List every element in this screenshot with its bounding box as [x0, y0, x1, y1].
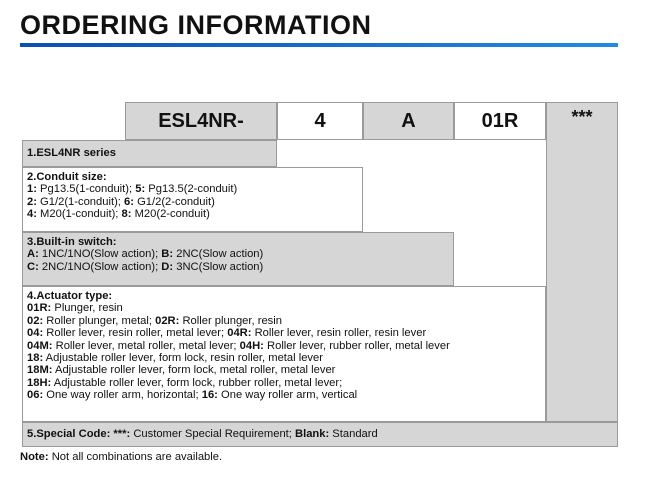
section-switch: [22, 232, 454, 286]
spec-description: Adjustable roller lever, form lock, metal roller, metal lever: [52, 364, 336, 377]
spec-code: 04:: [27, 327, 44, 340]
section-actuator-rows: [27, 302, 541, 401]
spec-line: [27, 302, 541, 314]
title-underline: [20, 43, 618, 47]
spec-code: 16:: [201, 389, 218, 402]
section-conduit-rows: [27, 183, 358, 220]
footnote: [20, 451, 222, 463]
code-cell-actuator: 01R: [454, 102, 546, 140]
spec-code: C:: [27, 260, 39, 273]
spec-line: [27, 428, 378, 440]
page-title: ORDERING INFORMATION: [20, 10, 372, 40]
spec-code: 8:: [121, 208, 132, 221]
spec-description: Pg13.5(1-conduit);: [36, 183, 136, 196]
spec-description: Roller plunger, resin: [179, 314, 282, 327]
spec-description: One way roller arm, horizontal;: [43, 389, 202, 402]
spec-line: [27, 196, 358, 208]
spec-code: 5.Special Code:: [27, 428, 111, 441]
spec-code: 1:: [27, 183, 37, 196]
section-switch-heading: 3.Built-in switch:: [27, 236, 117, 248]
spec-description: Pg13.5(2-conduit): [145, 183, 238, 196]
spec-line: [27, 364, 541, 376]
spec-line: [27, 327, 541, 339]
spec-description: 2NC(Slow action): [173, 248, 264, 261]
code-cell-special: ***: [571, 106, 593, 127]
spec-code: 04H:: [239, 339, 264, 352]
spec-description: Roller plunger, metal;: [43, 314, 156, 327]
spec-description: Roller lever, rubber roller, metal lever: [263, 339, 450, 352]
spec-description: 1NC/1NO(Slow action);: [38, 248, 162, 261]
spec-description: Roller lever, resin roller, metal lever;: [43, 327, 228, 340]
section-series-heading: 1.ESL4NR series: [27, 147, 116, 160]
spec-line: [27, 352, 541, 364]
spec-description: Standard: [329, 428, 378, 441]
spec-line: [27, 208, 358, 220]
spec-description: Customer Special Requirement;: [130, 428, 295, 441]
spec-code: ***:: [113, 428, 131, 441]
section-switch-rows: [27, 248, 449, 273]
special-code-column: [546, 102, 618, 422]
spec-line: [27, 389, 541, 401]
note-label: Note:: [20, 451, 49, 463]
spec-code: 18M:: [27, 364, 53, 377]
spec-line: [27, 315, 541, 327]
spec-description: M20(2-conduit): [131, 208, 210, 221]
spec-description: 2NC/1NO(Slow action);: [38, 260, 162, 273]
code-cell-conduit: 4: [277, 102, 363, 140]
spec-line: [27, 261, 449, 273]
spec-description: Adjustable roller lever, form lock, rubber roller, metal lever;: [51, 376, 343, 389]
spec-code: Blank:: [295, 428, 330, 441]
spec-description: Roller lever, metal roller, metal lever;: [52, 339, 240, 352]
spec-code: 5:: [135, 183, 146, 196]
spec-code: 01R:: [27, 302, 52, 315]
code-cell-switch: A: [363, 102, 454, 140]
spec-code: 04R:: [227, 327, 252, 340]
spec-code: 2:: [27, 195, 37, 208]
note-text: Not all combinations are available.: [48, 451, 223, 463]
spec-description: G1/2(2-conduit): [133, 195, 215, 208]
spec-description: Adjustable roller lever, form lock, resin roller, metal lever: [43, 352, 323, 365]
spec-code: 18H:: [27, 376, 52, 389]
spec-line: [27, 377, 541, 389]
section-series: [22, 140, 277, 167]
spec-code: D:: [161, 260, 174, 273]
spec-line: [27, 183, 358, 195]
section-special: [22, 422, 618, 447]
section-conduit: [22, 167, 363, 232]
section-actuator-heading: 4.Actuator type:: [27, 290, 113, 302]
spec-description: One way roller arm, vertical: [217, 389, 358, 402]
spec-line: [27, 340, 541, 352]
spec-line: [27, 248, 449, 260]
spec-description: 3NC(Slow action): [173, 260, 264, 273]
spec-code: 4:: [27, 208, 37, 221]
spec-code: 06:: [27, 389, 44, 402]
spec-code: B:: [161, 248, 174, 261]
section-special-rows: [27, 428, 378, 440]
spec-code: 18:: [27, 352, 44, 365]
spec-description: Roller lever, resin roller, resin lever: [251, 327, 427, 340]
spec-description: Plunger, resin: [51, 302, 123, 315]
spec-description: M20(1-conduit);: [36, 208, 122, 221]
section-conduit-heading: 2.Conduit size:: [27, 171, 107, 183]
spec-code: 02:: [27, 314, 44, 327]
spec-code: 02R:: [155, 314, 180, 327]
spec-description: G1/2(1-conduit);: [36, 195, 125, 208]
spec-code: 04M:: [27, 339, 53, 352]
section-actuator: [22, 286, 546, 422]
spec-code: 6:: [124, 195, 134, 208]
code-cell-series: ESL4NR-: [125, 102, 277, 140]
spec-code: A:: [27, 248, 39, 261]
